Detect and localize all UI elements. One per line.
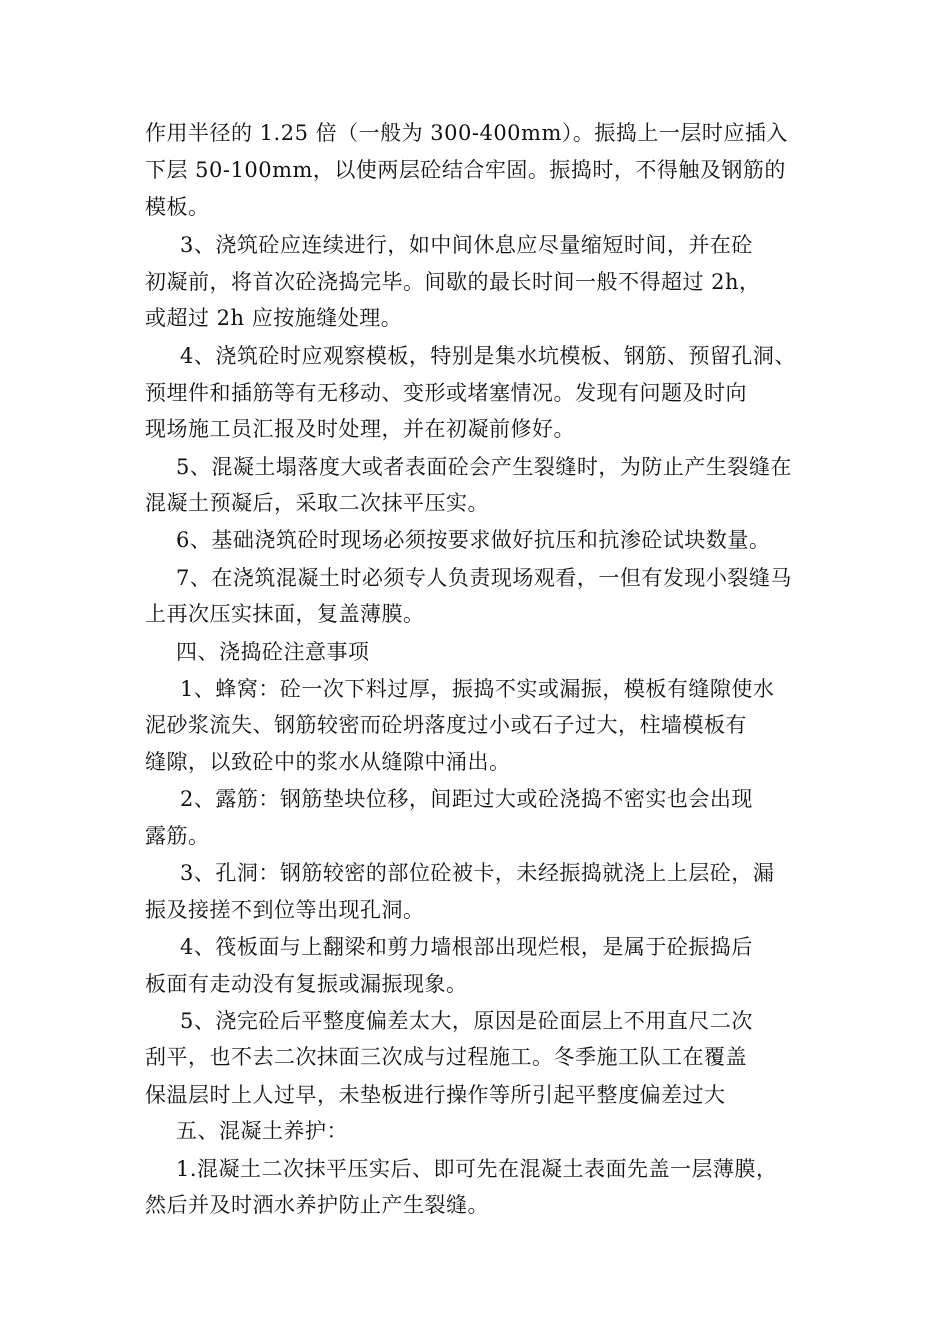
text-line: 露筋。	[145, 824, 210, 848]
text-line: 1.混凝土二次抹平压实后、即可先在混凝土表面先盖一层薄膜，	[176, 1157, 778, 1181]
text-line: 4、浇筑砼时应观察模板，特别是集水坑模板、钢筋、预留孔洞、	[180, 344, 796, 368]
text-line: 上再次压实抹面，复盖薄膜。	[145, 602, 425, 626]
section-heading: 四、浇捣砼注意事项	[176, 640, 370, 664]
text-line: 保温层时上人过早，未垫板进行操作等所引起平整度偏差过大	[145, 1083, 726, 1107]
text-line: 3、浇筑砼应连续进行，如中间休息应尽量缩短时间，并在砼	[180, 233, 753, 257]
text-line: 振及接搓不到位等出现孔洞。	[145, 898, 425, 922]
text-line: 4、筏板面与上翻梁和剪力墙根部出现烂根，是属于砼振捣后	[180, 935, 753, 959]
text-line: 下层 50-100mm，以使两层砼结合牢固。振捣时，不得触及钢筋的	[145, 158, 786, 182]
text-line: 3、孔洞：钢筋较密的部位砼被卡，未经振捣就浇上上层砼，漏	[180, 861, 775, 885]
text-line: 混凝土预凝后，采取二次抹平压实。	[145, 491, 489, 515]
text-line: 初凝前，将首次砼浇捣完毕。间歇的最长时间一般不得超过 2h，	[145, 270, 761, 294]
text-line: 模板。	[145, 195, 210, 219]
text-line: 刮平，也不去二次抹面三次成与过程施工。冬季施工队工在覆盖	[145, 1045, 747, 1069]
text-line: 7、在浇筑混凝土时必须专人负责现场观看，一但有发现小裂缝马	[176, 566, 792, 590]
text-line: 或超过 2h 应按施缝处理。	[145, 306, 403, 330]
section-heading: 五、混凝土养护：	[176, 1119, 348, 1143]
text-line: 然后并及时洒水养护防止产生裂缝。	[145, 1193, 489, 1217]
text-line: 作用半径的 1.25 倍（一般为 300-400mm）。振捣上一层时应插入	[145, 121, 788, 145]
text-line: 现场施工员汇报及时处理，并在初凝前修好。	[145, 417, 575, 441]
text-line: 5、浇完砼后平整度偏差太大，原因是砼面层上不用直尺二次	[180, 1009, 753, 1033]
text-line: 2、露筋：钢筋垫块位移，间距过大或砼浇捣不密实也会出现	[180, 787, 753, 811]
text-line: 6、基础浇筑砼时现场必须按要求做好抗压和抗渗砼试块数量。	[176, 528, 771, 552]
text-line: 预埋件和插筋等有无移动、变形或堵塞情况。发现有问题及时向	[145, 381, 747, 405]
text-line: 泥砂浆流失、钢筋较密而砼坍落度过小或石子过大，柱墙模板有	[145, 713, 747, 737]
text-line: 1、蜂窝：砼一次下料过厚，振捣不实或漏振，模板有缝隙使水	[180, 677, 775, 701]
text-line: 5、混凝土塌落度大或者表面砼会产生裂缝时，为防止产生裂缝在	[176, 455, 792, 479]
text-line: 缝隙，以致砼中的浆水从缝隙中涌出。	[145, 750, 511, 774]
text-line: 板面有走动没有复振或漏振现象。	[145, 972, 468, 996]
